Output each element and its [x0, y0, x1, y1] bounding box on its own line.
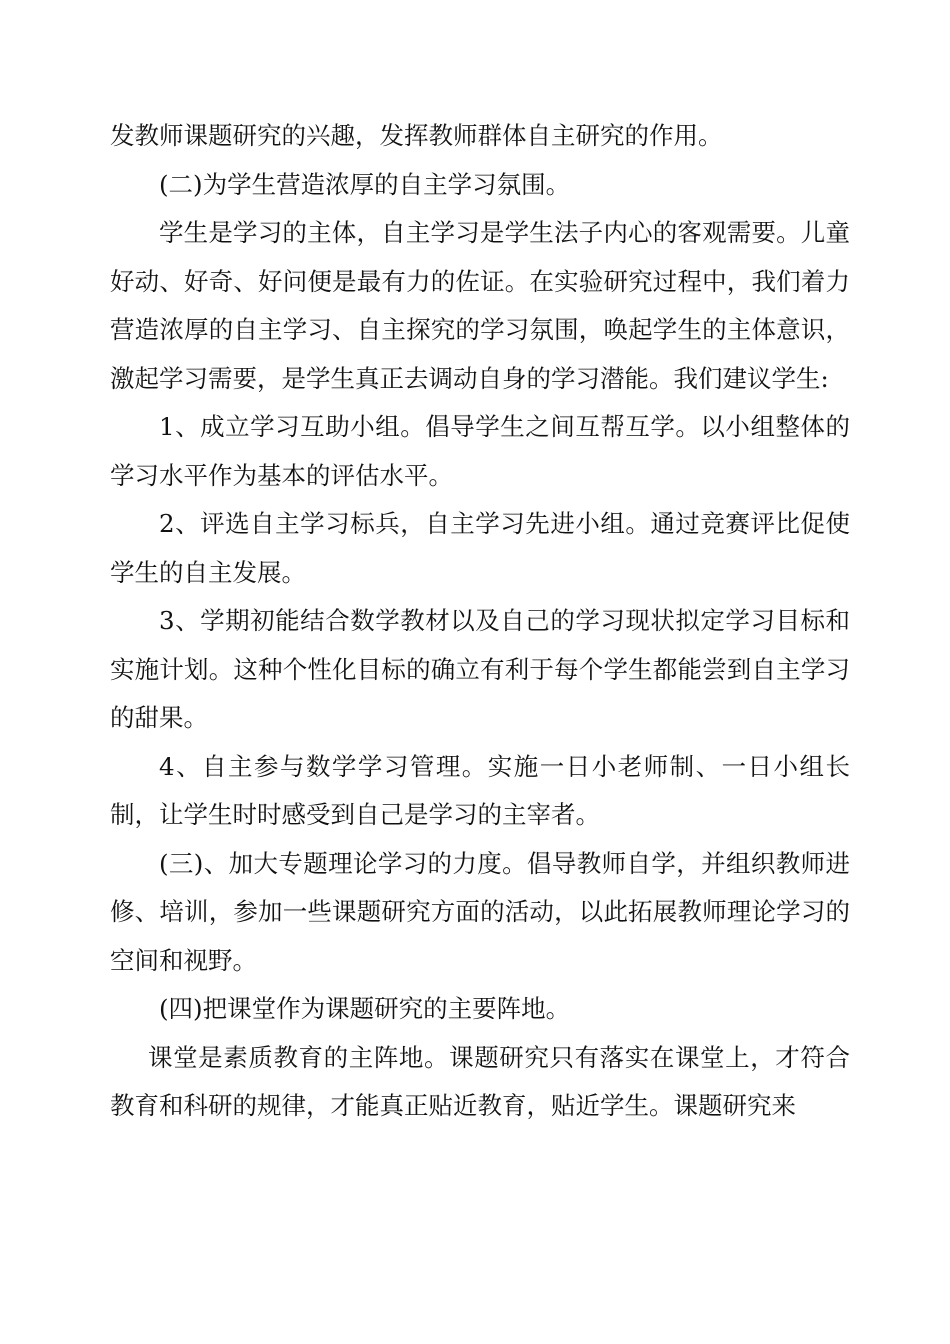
section-heading-2: (二)为学生营造浓厚的自主学习氛围。	[159, 169, 571, 199]
list-item-4: 4、自主参与数学学习管理。实施一日小老师制、一日小组长制，让学生时时感受到自己是学习的主宰者。	[110, 751, 850, 829]
paragraph-continuation: 发教师课题研究的兴趣，发挥教师群体自主研究的作用。	[110, 121, 723, 150]
section-heading-3: (三)、加大专题理论学习的力度。倡导教师自学，并组织教师进修、培训，参加一些课题研究方面的活动，以此拓展教师理论学习的空间和视野。	[110, 848, 850, 975]
list-item-1: 1、成立学习互助小组。倡导学生之间互帮互学。以小组整体的学习水平作为基本的评估水平。	[110, 412, 850, 490]
document-body	[110, 112, 850, 1131]
section-heading-4: (四)把课堂作为课题研究的主要阵地。	[159, 994, 571, 1023]
paragraph-student-autonomy: 学生是学习的主体，自主学习是学生法子内心的客观需要。儿童好动、好奇、好问便是最有力的佐证。在实验研究过程中，我们着力营造浓厚的自主学习、自主探究的学习氛围，唤起学生的主体意识，激起学习需要，是学生真正去调动自身的学习潜能。我们建议学生:	[110, 218, 850, 393]
list-item-2: 2、评选自主学习标兵，自主学习先进小组。通过竞赛评比促使学生的自主发展。	[110, 509, 850, 587]
list-item-3: 3、学期初能结合数学教材以及自己的学习现状拟定学习目标和实施计划。这种个性化目标的确立有利于每个学生都能尝到自主学习的甜果。	[110, 606, 850, 732]
paragraph-classroom: 课堂是素质教育的主阵地。课题研究只有落实在课堂上，才符合教育和科研的规律，才能真正贴近教育，贴近学生。课题研究来	[110, 1042, 850, 1120]
